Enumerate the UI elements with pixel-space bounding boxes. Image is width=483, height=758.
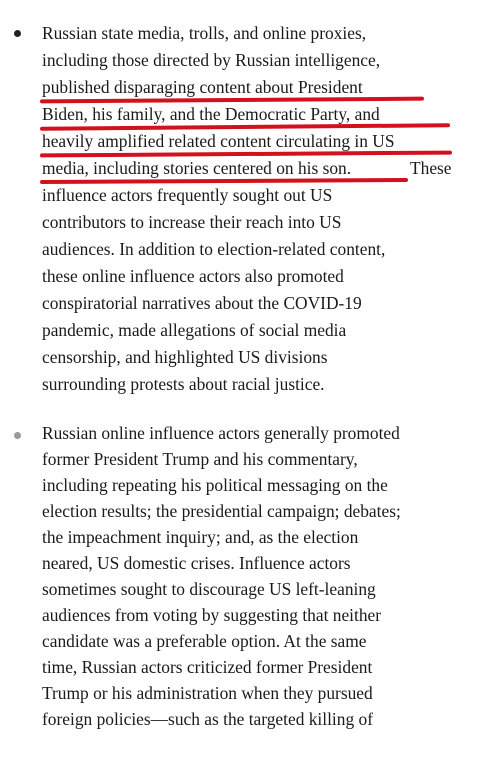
text-line: former President Trump and his commentary, [42,449,358,469]
bullet-dot-icon [14,432,21,439]
text-line: Russian online influence actors generally promoted [42,423,400,443]
text-line-highlighted: published disparaging content about President [42,77,363,97]
text-line-highlighted: media, including stories centered on his son. [42,158,352,178]
text-line-highlighted: Biden, his family, and the Democratic Party, and [42,104,380,124]
text-line: election results; the presidential campaign; debates; [42,501,401,521]
text-line: these online influence actors also promoted [42,266,344,286]
text-line: including those directed by Russian intelligence, [42,50,381,70]
text-line: time, Russian actors criticized former President [42,657,373,677]
text-line: These [410,158,452,178]
text-line: audiences from voting by suggesting that neither [42,605,382,625]
text-line: candidate was a preferable option. At the same [42,631,367,651]
text-line: Russian state media, trolls, and online proxies, [42,23,367,43]
text-line: audiences. In addition to election-related content, [42,239,386,259]
text-line: including repeating his political messaging on the [42,475,388,495]
text-line-highlighted: heavily amplified related content circulating in US [42,131,395,151]
text-line: contributors to increase their reach into US [42,212,342,232]
text-line: Trump or his administration when they pursued [42,683,373,703]
text-line: the impeachment inquiry; and, as the election [42,527,359,547]
text-line: pandemic, made allegations of social media [42,320,347,340]
text-line: neared, US domestic crises. Influence actors [42,553,351,573]
text-line: censorship, and highlighted US divisions [42,347,328,367]
text-line: sometimes sought to discourage US left-leaning [42,579,376,599]
text-line: surrounding protests about racial justice. [42,374,325,394]
text-line: influence actors frequently sought out US [42,185,333,205]
text-line: foreign policies—such as the targeted killing of [42,709,373,729]
text-line: conspiratorial narratives about the COVID-19 [42,293,362,313]
bullet-dot-icon [14,30,21,37]
